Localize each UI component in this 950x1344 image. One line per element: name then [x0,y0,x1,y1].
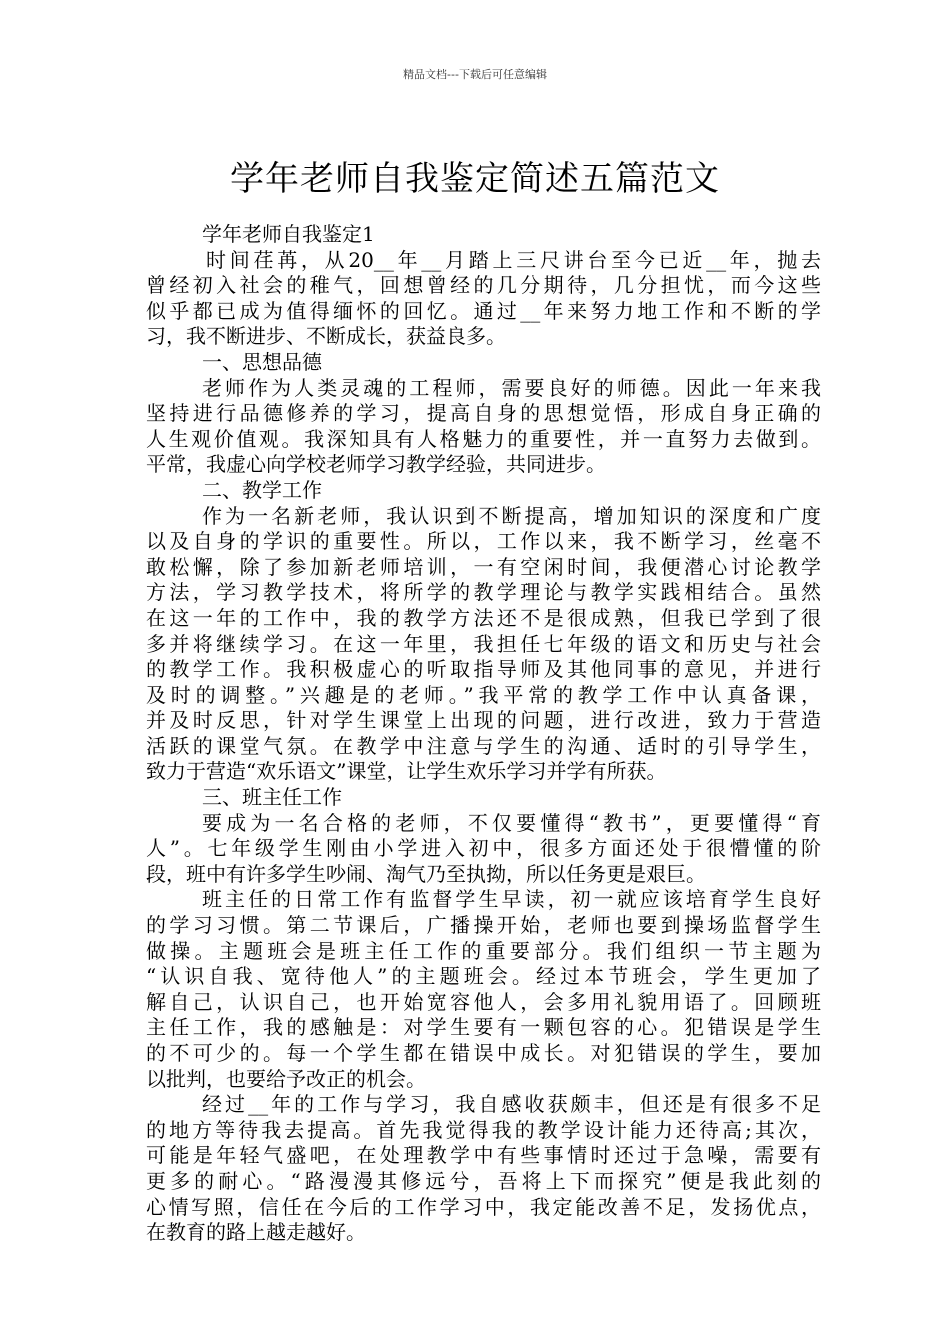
text-line: 更多的耐心。“路漫漫其修远兮，吾将上下而探究”便是我此刻的 [146,1168,821,1193]
text-line: 老师作为人类灵魂的工程师，需要良好的师德。因此一年来我 [202,375,821,400]
text-line: 的教学工作。我积极虚心的听取指导师及其他同事的意见，并进行 [146,657,821,682]
text-line: 经过__年的工作与学习，我自感收获颇丰，但还是有很多不足 [202,1092,821,1117]
text-line: 段，班中有许多学生吵闹、淘气乃至执拗，所以任务更是艰巨。 [146,861,706,886]
text-line: 学年老师自我鉴定1 [202,222,375,246]
text-line: 平常，我虚心向学校老师学习教学经验，共同进步。 [146,452,606,477]
text-line: 方法，学习教学技术，将所学的教学理论与教学实践相结合。虽然 [146,580,821,605]
text-line: 的学习习惯。第二节课后，广播操开始，老师也要到操场监督学生 [146,913,821,938]
text-line: 要成为一名合格的老师，不仅要懂得“教书”，更要懂得“育 [202,810,821,835]
text-line: 并及时反思，针对学生课堂上出现的问题，进行改进，致力于营造 [146,708,821,733]
text-line: 作为一名新老师，我认识到不断提高，增加知识的深度和广度 [202,503,821,528]
document-title: 学年老师自我鉴定简述五篇范文 [230,158,720,199]
text-line: 三、班主任工作 [202,785,342,810]
text-line: 习，我不断进步、不断成长，获益良多。 [146,324,506,349]
text-line: 的不可少的。每一个学生都在错误中成长。对犯错误的学生，要加 [146,1041,821,1065]
text-line: 致力于营造“欢乐语文”课堂，让学生欢乐学习并学有所获。 [146,759,667,784]
page-header: 精品文档---下载后可任意编辑 [403,68,547,81]
text-line: 曾经初入社会的稚气，回想曾经的几分期待，几分担忧，而今这些 [146,273,821,298]
text-line: 主任工作，我的感触是：对学生要有一颗包容的心。犯错误是学生 [146,1015,821,1040]
text-line: 以批判，也要给予改正的机会。 [146,1066,426,1091]
text-line: 似乎都已成为值得缅怀的回忆。通过__年来努力地工作和不断的学 [146,298,821,323]
text-line: 的地方等待我去提高。首先我觉得我的教学设计能力还待高;其次， [146,1117,821,1142]
text-line: 人”。七年级学生刚由小学进入初中，很多方面还处于很懵懂的阶 [146,836,821,861]
text-line: 多并将继续学习。在这一年里，我担任七年级的语文和历史与社会 [146,631,821,656]
text-line: 可能是年轻气盛吧，在处理教学中有些事情时还过于急噪，需要有 [146,1143,821,1168]
text-line: 一、思想品德 [202,349,322,374]
text-line: 心情写照，信任在今后的工作学习中，我定能改善不足，发扬优点， [146,1194,821,1219]
text-line: 二、教学工作 [202,477,322,502]
text-line: 及时的调整。”兴趣是的老师。”我平常的教学工作中认真备课， [146,682,821,707]
text-line: 敢松懈，除了参加新老师培训，一有空闲时间，我便潜心讨论教学 [146,554,821,579]
text-line: 坚持进行品德修养的学习，提高自身的思想觉悟，形成自身正确的 [146,401,821,426]
document-body [146,222,821,1246]
text-line: 解自己，认识自己，也开始宽容他人，会多用礼貌用语了。回顾班 [146,989,821,1014]
text-line: 在这一年的工作中，我的教学方法还不是很成熟，但我已学到了很 [146,605,821,630]
text-line: 人生观价值观。我深知具有人格魅力的重要性，并一直努力去做到。 [146,426,821,451]
text-line: 以及自身的学识的重要性。所以，工作以来，我不断学习，丝毫不 [146,529,821,554]
text-line: 做操。主题班会是班主任工作的重要部分。我们组织一节主题为 [146,938,821,963]
text-line: “认识自我、宽待他人”的主题班会。经过本节班会，学生更加了 [146,964,821,989]
text-line: 在教育的路上越走越好。 [146,1220,366,1245]
text-line: 时间荏苒，从20__年__月踏上三尺讲台至今已近__年，抛去 [206,247,821,272]
text-line: 活跃的课堂气氛。在教学中注意与学生的沟通、适时的引导学生， [146,733,821,758]
text-line: 班主任的日常工作有监督学生早读，初一就应该培育学生良好 [202,887,821,912]
